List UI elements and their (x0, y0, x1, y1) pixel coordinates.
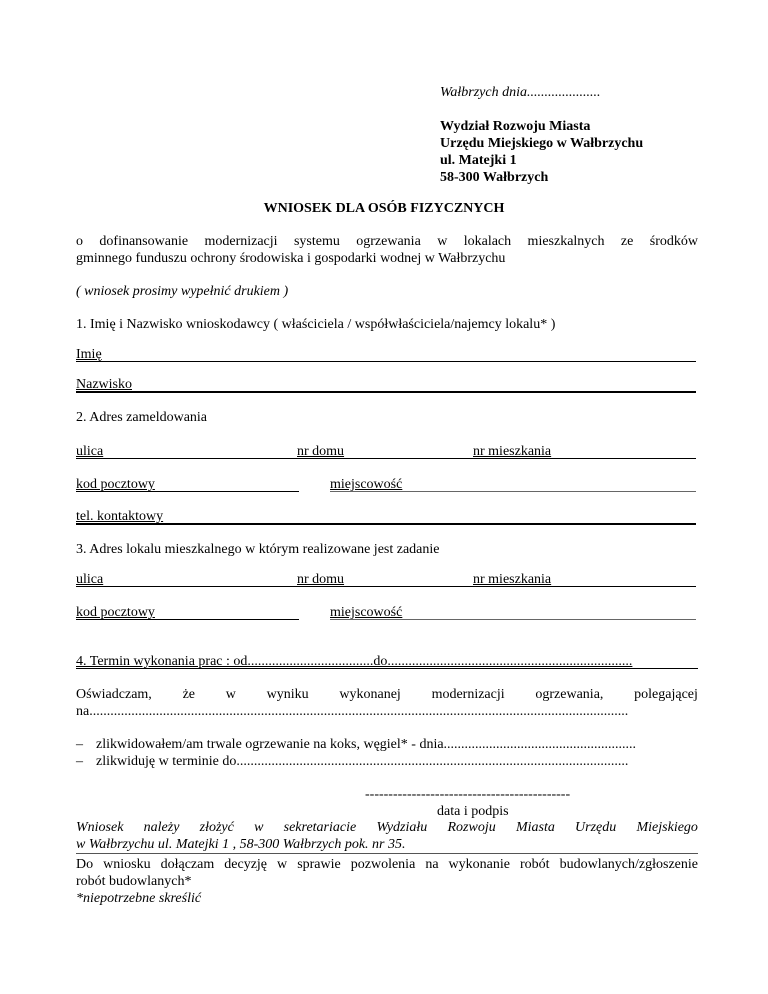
addressee-line-4: 58-300 Wałbrzych (440, 170, 549, 185)
section3-postal-code-label: kod pocztowy (76, 605, 155, 620)
last-name-field[interactable] (76, 376, 696, 393)
instruction-word: sekretariacie (283, 820, 357, 835)
section3-house-no-label: nr domu (297, 572, 345, 587)
form-title: WNIOSEK DLA OSÓB FIZYCZNYCH (263, 201, 505, 216)
declaration-line-1 (76, 686, 698, 703)
bullet-item-1[interactable]: zlikwidowałem/am trwale ogrzewanie na koks, węgiel* - dnia....................................................... (96, 737, 637, 752)
declaration-line-2[interactable]: na.......................................................................................................................................................... (76, 704, 629, 719)
phone-field[interactable] (76, 508, 696, 525)
section2-house-no-label: nr domu (297, 444, 345, 459)
fill-instruction-note: ( wniosek prosimy wypełnić drukiem ) (76, 284, 289, 299)
subtitle-line-1: o dofinansowanie modernizacji systemu ogrzewania w lokalach mieszkalnych ze środków (76, 234, 698, 249)
section3-street-label: ulica (76, 572, 104, 587)
instruction-word: Wydziału (376, 820, 428, 835)
instruction-word: Rozwoju (447, 820, 496, 835)
declaration-word: wyniku (266, 687, 309, 702)
work-term-line: 4. Termin wykonania prac : od....................................do...................................................................... (76, 654, 633, 669)
declaration-word: że (182, 687, 195, 702)
instruction-word: Wniosek (76, 820, 124, 835)
last-name-underline (76, 391, 696, 393)
bullet-item-2[interactable]: zlikwiduję w terminie do................................................................................................................ (96, 754, 629, 769)
instruction-word: Miasta (515, 820, 555, 835)
section3-postal-city-row[interactable] (76, 604, 696, 621)
instruction-word: należy (143, 820, 180, 835)
declaration-word: modernizacji (431, 687, 505, 702)
addressee-line-2: Urzędu Miejskiego w Wałbrzychu (440, 136, 644, 151)
section3-address-underline (76, 586, 696, 587)
instruction-word: w (254, 820, 264, 835)
declaration-word: w (225, 687, 236, 702)
section2-postal-city-row[interactable] (76, 476, 696, 493)
first-name-field[interactable] (76, 346, 696, 363)
attachment-line-1: Do wniosku dołączam decyzję w sprawie pozwolenia na wykonanie robót budowlanych/zgłoszenie (76, 857, 698, 872)
section1-heading: 1. Imię i Nazwisko wnioskodawcy ( właściciela / współwłaściciela/najemcy lokalu* ) (76, 317, 556, 332)
signature-label: data i podpis (437, 804, 509, 819)
attachment-line-2: robót budowlanych* (76, 874, 192, 889)
instructions-line-1 (76, 819, 698, 836)
instruction-word: złożyć (199, 820, 234, 835)
declaration-word: ogrzewania, (535, 687, 604, 702)
section2-heading: 2. Adres zameldowania (76, 410, 208, 425)
section2-address-underline (76, 458, 696, 459)
instruction-word: Miejskiego (636, 820, 698, 835)
section2-address-row[interactable] (76, 443, 696, 460)
instructions-line-2: w Wałbrzychu ul. Matejki 1 , 58-300 Wałbrzych pok. nr 35. (76, 837, 406, 852)
section2-city-label: miejscowość (330, 477, 403, 492)
phone-underline (76, 523, 696, 525)
work-term-field[interactable] (76, 653, 698, 670)
declaration-word: Oświadczam, (76, 687, 152, 702)
declaration-word: wykonanej (339, 687, 401, 702)
bullet-dash-2: – (76, 754, 83, 769)
section3-flat-no-label: nr mieszkania (473, 572, 552, 587)
place-date: Wałbrzych dnia..................... (440, 85, 601, 100)
section2-street-label: ulica (76, 444, 104, 459)
first-name-label: Imię (76, 347, 102, 362)
first-name-underline (76, 361, 696, 362)
signature-line[interactable]: -------------------------------------------- (365, 787, 571, 802)
bullet-dash-1: – (76, 737, 83, 752)
addressee-line-3: ul. Matejki 1 (440, 153, 517, 168)
phone-label: tel. kontaktowy (76, 509, 164, 524)
declaration-word: polegającej (634, 687, 698, 702)
separator-rule (76, 853, 698, 854)
last-name-label: Nazwisko (76, 377, 132, 392)
instruction-word: Urzędu (575, 820, 617, 835)
section3-address-row[interactable] (76, 571, 696, 588)
subtitle-line-2: gminnego funduszu ochrony środowiska i gospodarki wodnej w Wałbrzychu (76, 251, 506, 266)
section2-flat-no-label: nr mieszkania (473, 444, 552, 459)
section3-city-label: miejscowość (330, 605, 403, 620)
section2-postal-code-label: kod pocztowy (76, 477, 155, 492)
footnote: *niepotrzebne skreślić (76, 891, 202, 906)
section3-heading: 3. Adres lokalu mieszkalnego w którym realizowane jest zadanie (76, 542, 440, 557)
addressee-line-1: Wydział Rozwoju Miasta (440, 119, 591, 134)
